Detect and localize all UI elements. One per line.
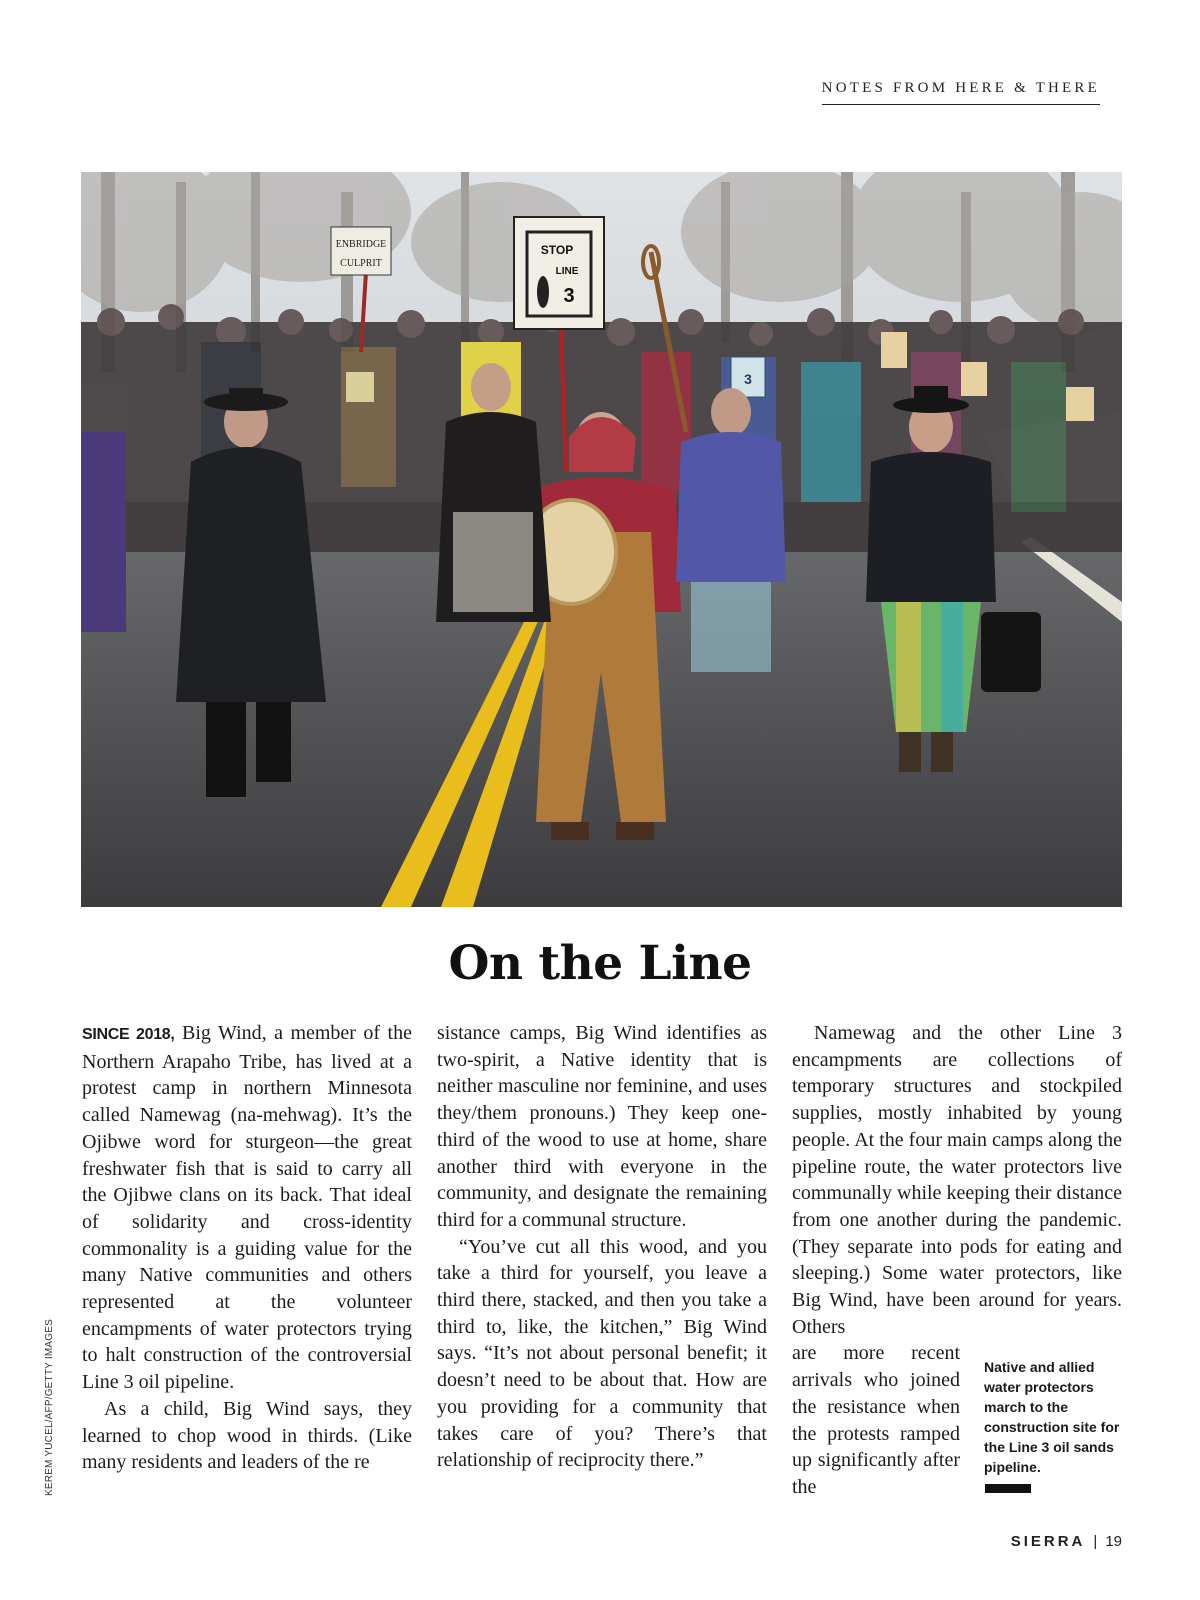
svg-text:3: 3 bbox=[744, 371, 752, 387]
paragraph: Namewag and the other Line 3 encampments are collections of temporary structures and stockpiled supplies, mostly inhabited by young people. At the four main camps along the pipeline route, the water protectors live communally while keeping their distance from one another during the pandemic. (They separate into pods for eating and sleeping.) Some water protectors, like Big Wind, have been around for years. Others bbox=[792, 1022, 1122, 1338]
magazine-name: SIERRA bbox=[1010, 1533, 1086, 1550]
folio-separator: | bbox=[1093, 1533, 1098, 1550]
person-left-edge bbox=[81, 432, 126, 632]
paragraph bbox=[82, 1020, 412, 1396]
section-label: NOTES FROM HERE & THERE bbox=[822, 80, 1100, 105]
lead-in: SINCE 2018, bbox=[82, 1026, 175, 1043]
svg-text:LINE: LINE bbox=[555, 266, 579, 277]
svg-text:STOP: STOP bbox=[540, 243, 574, 257]
paragraph: “You’ve cut all this wood, and you take a third for yourself, you leave a third there, stacked, and then you take a third to, like, the kitchen,” Big Wind says. “It’s not about personal benefit; it doesn’t need to be about that. How are you providing for a community that takes care of you? There’s that relationship of reciprocity there.” bbox=[437, 1235, 767, 1472]
protest-march-photo bbox=[81, 172, 1122, 907]
paragraph: sistance camps, Big Wind identifies as two-spirit, a Native identity that is neither masculine nor feminine, and uses they/them pronouns.) They keep one-third of the wood to use at home, share another third with everyone in the community, and designate the remaining third for a communal structure. bbox=[437, 1022, 767, 1231]
paragraph: As a child, Big Wind says, they learned to chop wood in thirds. (Like many residents and leaders of the re bbox=[82, 1397, 412, 1474]
paragraph: are more recent arrivals who joined the resistance when the protests ramped up significantly after the bbox=[792, 1342, 960, 1498]
sign-stop-small-left bbox=[346, 372, 374, 402]
text-column-2 bbox=[437, 1020, 767, 1474]
text-column-1 bbox=[82, 1020, 412, 1476]
page-number: 19 bbox=[1105, 1533, 1122, 1550]
svg-text:ENBRIDGE: ENBRIDGE bbox=[335, 239, 387, 250]
paragraph-text: Big Wind, a member of the Northern Arapaho Tribe, has lived at a protest camp in northern Minnesota called Namewag (na-mehwag). It’s the Ojibwe word for sturgeon—the great freshwater fish that is said to carry all the Ojibwe clans on its back. That ideal of solidarity and cross-identity commonality is a guiding value for the many Native communities and others represented at the volunteer encampments of water protectors trying to halt construction of the controversial Line 3 oil pipeline. bbox=[82, 1022, 412, 1394]
photo-illustration bbox=[81, 172, 1122, 907]
svg-text:3: 3 bbox=[563, 285, 575, 307]
page-folio bbox=[1011, 1533, 1122, 1550]
caption-end-mark bbox=[985, 1484, 1031, 1493]
photo-credit: KEREM YUCEL/AFP/GETTY IMAGES bbox=[44, 1319, 55, 1496]
svg-text:CULPRIT: CULPRIT bbox=[340, 258, 382, 269]
article-title: On the Line bbox=[448, 936, 752, 991]
photo-caption: Native and allied water protectors march to the construction site for the Line 3 oil sands pipeline. bbox=[984, 1359, 1120, 1475]
